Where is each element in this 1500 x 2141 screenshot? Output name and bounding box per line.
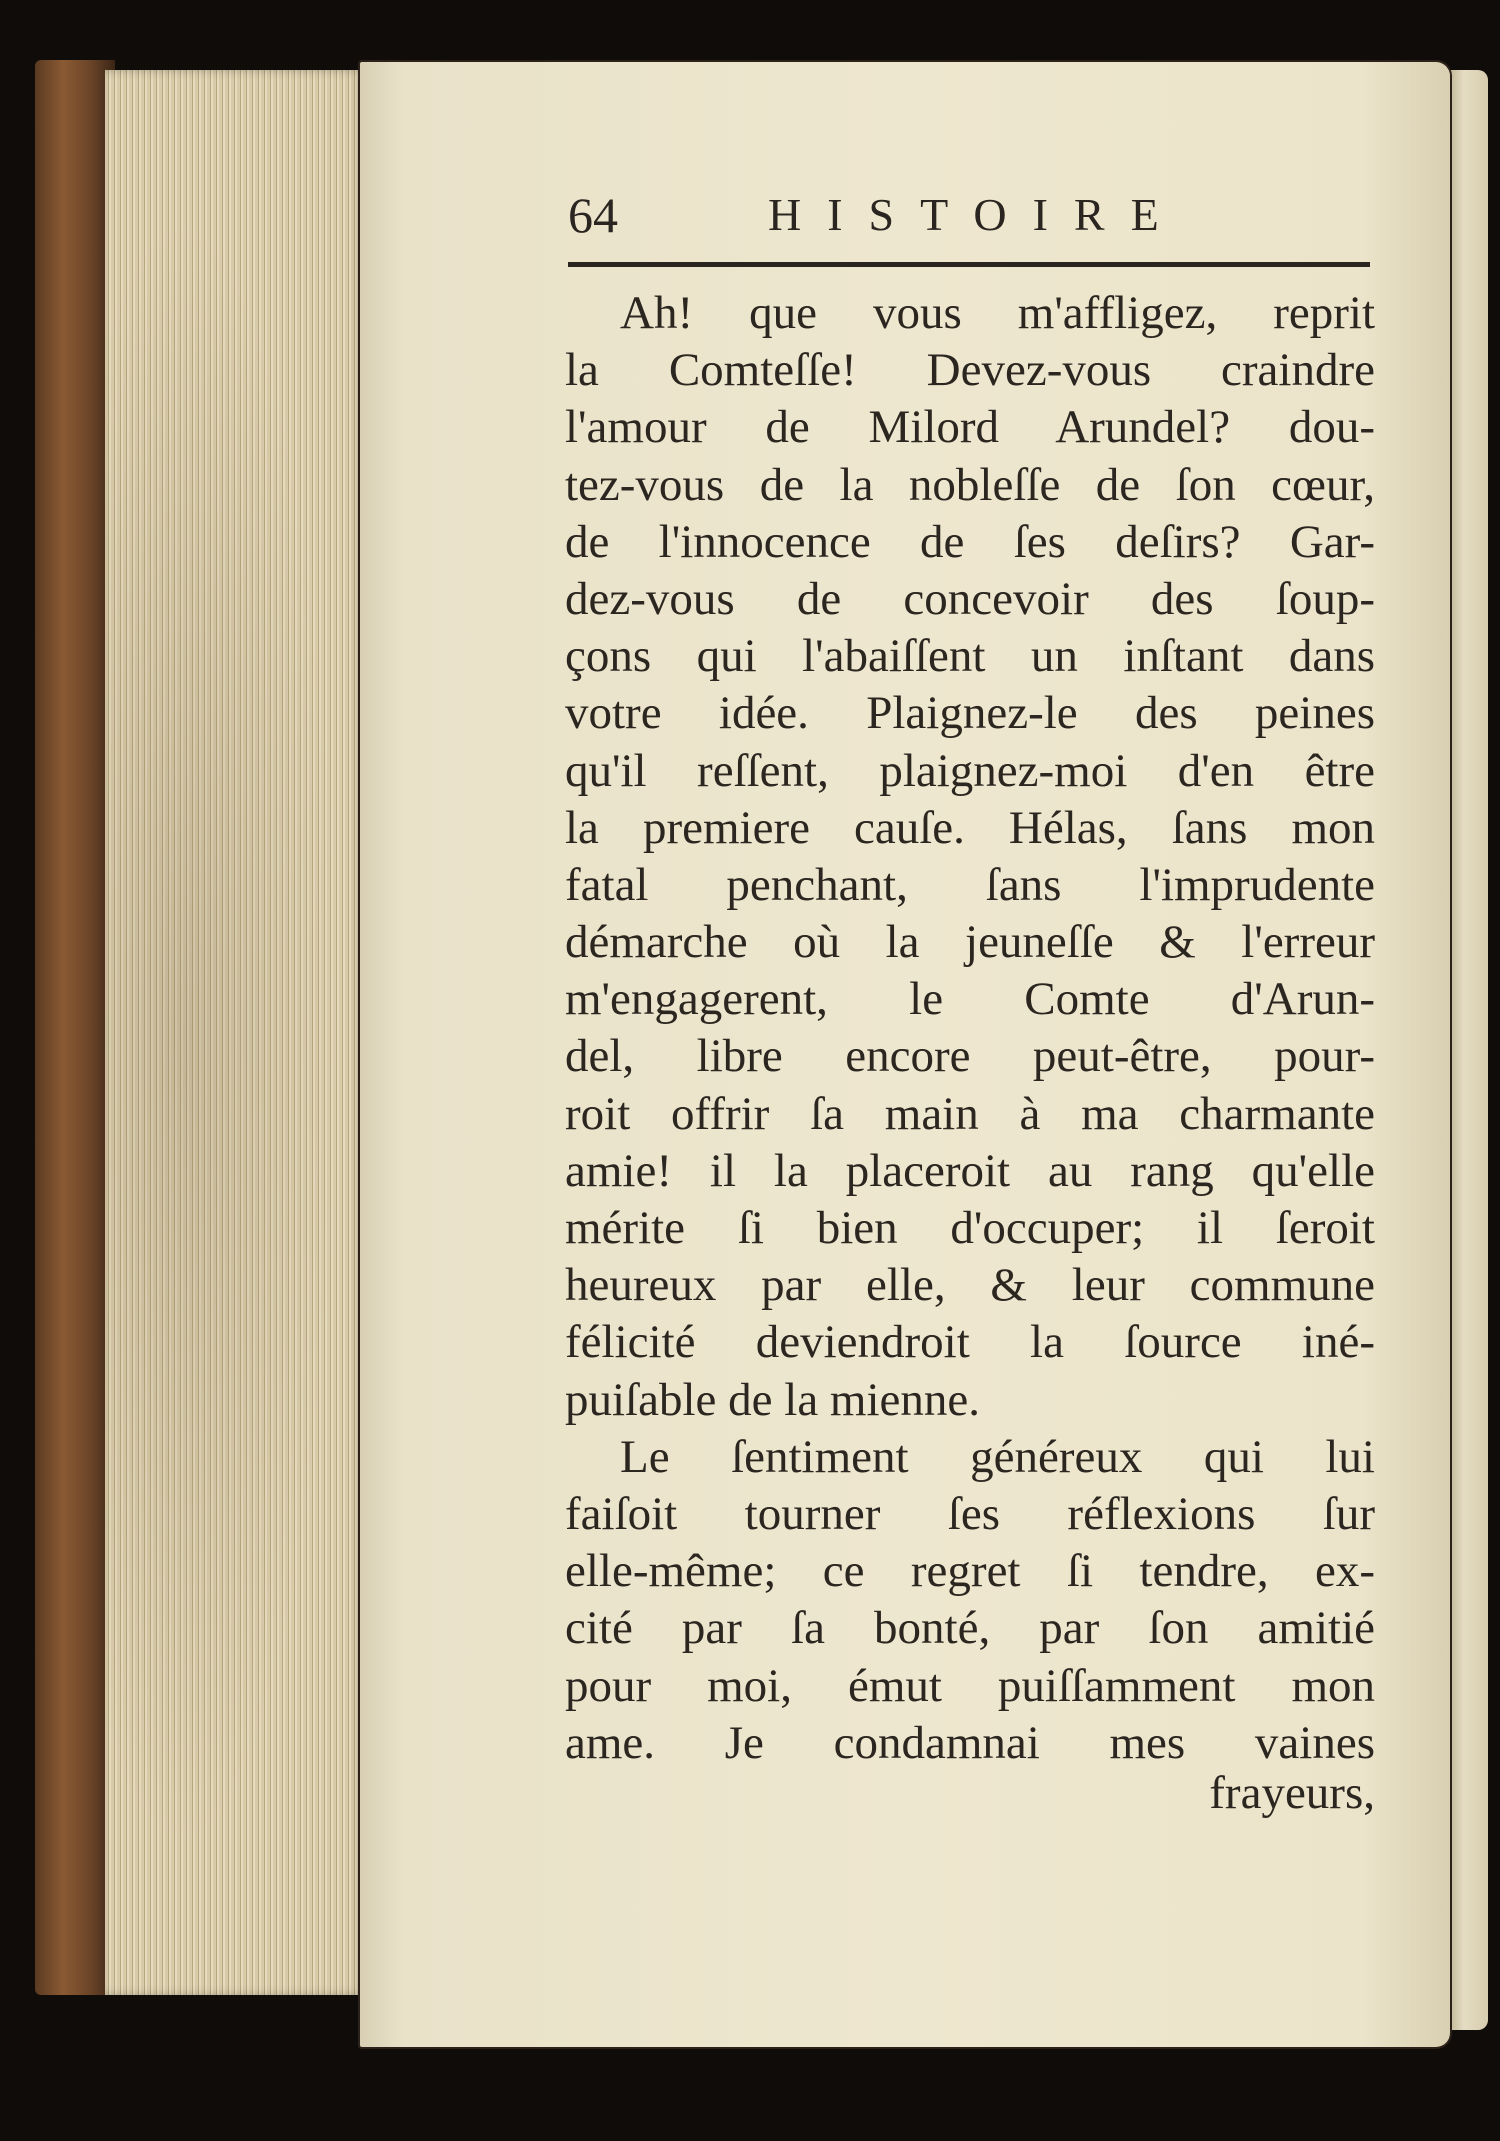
text-line: cité par ſa bonté, par ſon amitié — [565, 1602, 1375, 1655]
text-line: çons qui l'abaiſſent un inſtant dans — [565, 630, 1375, 683]
text-line: la Comteſſe! Devez-vous craindre — [565, 344, 1375, 397]
text-line: la premiere cauſe. Hélas, ſans mon — [565, 801, 1375, 854]
text-line: tez-vous de la nobleſſe de ſon cœur, — [565, 458, 1375, 511]
stacked-page-edges — [105, 70, 365, 1995]
text-line: qu'il reſſent, plaignez-moi d'en être — [565, 744, 1375, 797]
text-line: dez-vous de concevoir des ſoup- — [565, 572, 1375, 625]
text-line: del, libre encore peut-être, pour- — [565, 1030, 1375, 1083]
text-line: fatal penchant, ſans l'imprudente — [565, 858, 1375, 911]
text-line: roit offrir ſa main à ma charmante — [565, 1087, 1375, 1140]
next-page-edge — [1448, 70, 1488, 2030]
text-line: amie! il la placeroit au rang qu'elle — [565, 1144, 1375, 1197]
running-head — [568, 185, 1378, 245]
header-rule — [568, 262, 1370, 267]
book-cover-edge — [35, 60, 115, 1995]
text-line: faiſoit tourner ſes réflexions ſur — [565, 1487, 1375, 1540]
text-line: félicité deviendroit la ſource iné- — [565, 1316, 1375, 1369]
text-line: votre idée. Plaignez-le des peines — [565, 687, 1375, 740]
catchword: frayeurs, — [1209, 1767, 1375, 1819]
text-line: Ah! que vous m'affligez, reprit — [620, 287, 1375, 339]
running-title: HISTOIRE — [768, 189, 1185, 240]
text-line: pour moi, émut puiſſamment mon — [565, 1659, 1375, 1712]
text-line: ame. Je condamnai mes vaines — [565, 1716, 1375, 1769]
text-line: de l'innocence de ſes deſirs? Gar- — [565, 515, 1375, 568]
text-line: Le ſentiment généreux qui lui — [620, 1430, 1375, 1483]
text-line: démarche où la jeuneſſe & l'erreur — [565, 916, 1375, 969]
text-line: elle-même; ce regret ſi tendre, ex- — [565, 1545, 1375, 1598]
text-line: heureux par elle, & leur commune — [565, 1259, 1375, 1312]
text-line: mérite ſi bien d'occuper; il ſeroit — [565, 1202, 1375, 1254]
text-line: puiſable de la mienne. — [565, 1373, 981, 1426]
text-line: l'amour de Milord Arundel? dou- — [565, 401, 1375, 454]
body-text — [565, 285, 1375, 1772]
text-line: m'engagerent, le Comte d'Arun- — [565, 973, 1375, 1026]
page-number: 64 — [568, 187, 618, 243]
